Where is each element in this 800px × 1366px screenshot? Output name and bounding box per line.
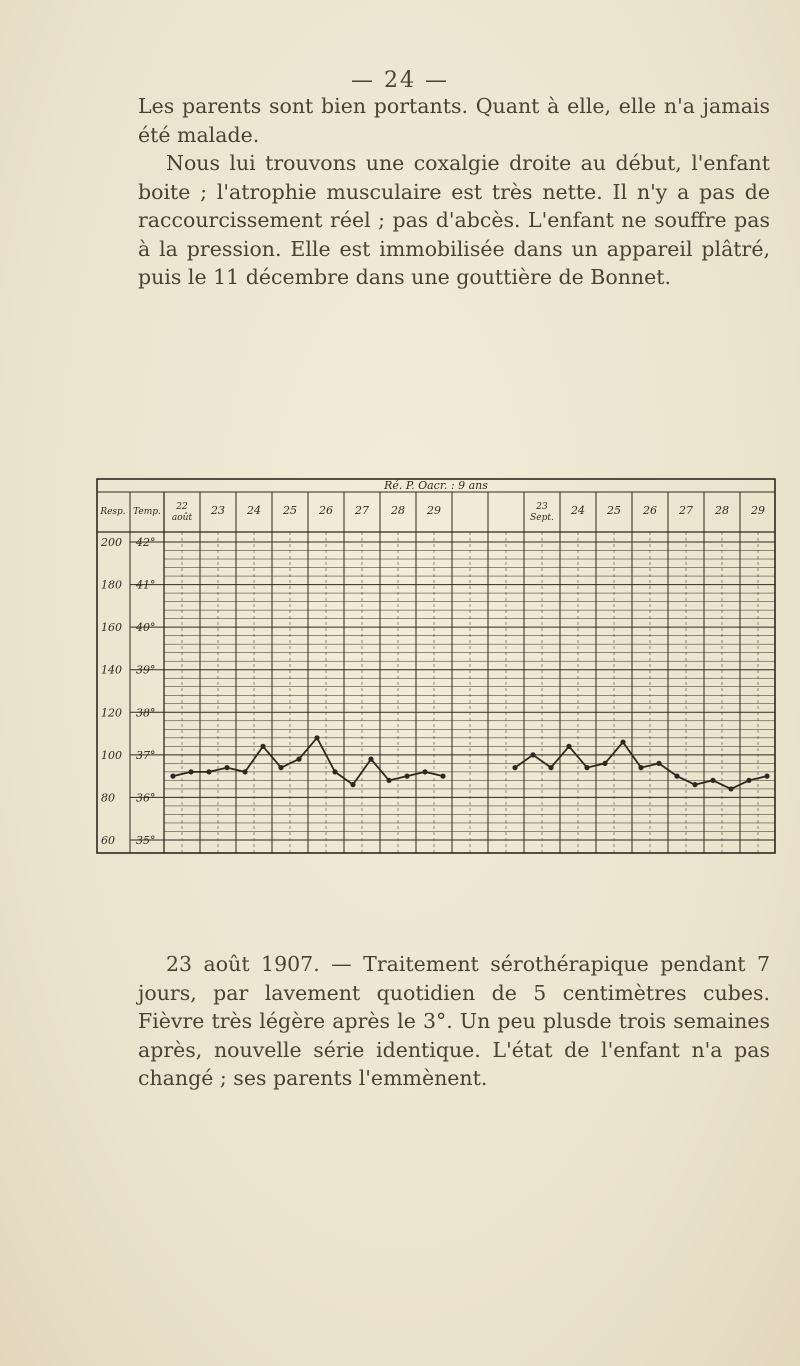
- corner-label-resp: Resp.: [100, 507, 126, 517]
- temp-tick-label: 37°: [136, 748, 156, 762]
- temperature-point: [296, 757, 301, 762]
- temp-tick-label: 42°: [136, 536, 156, 549]
- temp-tick-label: 41°: [136, 578, 156, 592]
- temperature-point: [314, 735, 319, 740]
- temperature-point: [566, 744, 571, 749]
- paragraph-line-2: Nous lui trouvons une coxalgie droite au début, l'enfant boite ; l'atrophie musculaire est très nette. Il n'y a pas de raccourcissement réel ; pas d'abcès. L'enfant ne souffre pas à la pression. Elle est immobilisée dans un appareil plâtré, puis le 11 décembre dans une gouttière de Bonnet.: [138, 151, 770, 289]
- temperature-point: [620, 739, 625, 744]
- temperature-point: [440, 774, 445, 779]
- day-header-label: 28: [391, 504, 405, 517]
- temperature-point: [188, 769, 193, 774]
- temp-tick-label: 36°: [136, 791, 156, 805]
- day-header-label: 24: [247, 504, 261, 517]
- body-text-top: [138, 92, 770, 292]
- day-header-label: 22: [176, 502, 188, 512]
- day-header-label: 24: [571, 504, 585, 517]
- pulse-tick-label: 120: [101, 706, 122, 720]
- temperature-point: [746, 778, 751, 783]
- chart-svg: [96, 478, 776, 854]
- pulse-tick-label: 200: [101, 536, 122, 549]
- pulse-tick-label: 60: [101, 834, 115, 847]
- corner-label-temp: Temp.: [133, 507, 161, 517]
- temperature-point: [242, 769, 247, 774]
- temperature-point: [350, 782, 355, 787]
- day-header-label: 29: [427, 504, 441, 517]
- paragraph-line-3: 23 août 1907. — Traitement sérothérapique pendant 7 jours, par lavement quotidien de 5 centimètres cubes. Fièvre très légère après le 3°. Un peu plusde trois semaines après, nouvelle série identique. L'état de l'enfant n'a pas changé ; ses parents l'emmènent.: [138, 952, 770, 1090]
- chart-title: Ré. P. Oacr. : 9 ans: [384, 479, 488, 492]
- body-text-bottom: [138, 950, 770, 1093]
- temperature-point: [368, 757, 373, 762]
- day-header-label: 25: [283, 504, 297, 517]
- temperature-point: [170, 774, 175, 779]
- temperature-point: [404, 774, 409, 779]
- day-header-label: 23: [536, 502, 548, 512]
- temperature-chart: [96, 478, 776, 854]
- temperature-point: [260, 744, 265, 749]
- temperature-point: [692, 782, 697, 787]
- chart-grid: [97, 479, 775, 853]
- temperature-point: [602, 761, 607, 766]
- paragraph-line-1: Les parents sont bien portants. Quant à elle, elle n'a jamais été malade.: [138, 94, 770, 147]
- pulse-tick-label: 80: [101, 791, 115, 805]
- day-header-label: 27: [355, 504, 369, 517]
- temperature-point: [530, 752, 535, 757]
- temperature-point: [422, 769, 427, 774]
- chart-frame: [97, 479, 775, 853]
- pulse-tick-label: 180: [101, 578, 122, 592]
- temperature-point: [656, 761, 661, 766]
- temperature-point: [710, 778, 715, 783]
- temperature-point: [584, 765, 589, 770]
- pulse-tick-label: 100: [101, 748, 122, 762]
- pulse-tick-label: 160: [101, 621, 122, 635]
- temp-tick-label: 38°: [136, 706, 156, 720]
- page-number: — 24 —: [351, 68, 449, 93]
- day-header-label: août: [171, 513, 193, 523]
- temperature-point: [512, 765, 517, 770]
- temp-tick-label: 35°: [136, 834, 156, 847]
- day-header-label: 26: [319, 504, 333, 517]
- temperature-point: [674, 774, 679, 779]
- temperature-point: [332, 769, 337, 774]
- temperature-point: [386, 778, 391, 783]
- temperature-point: [638, 765, 643, 770]
- temp-tick-label: 39°: [136, 663, 156, 677]
- day-header-label: Sept.: [530, 513, 554, 523]
- day-header-label: 27: [679, 504, 693, 517]
- day-header-label: 28: [715, 504, 729, 517]
- day-header-label: 26: [643, 504, 657, 517]
- temperature-point: [206, 769, 211, 774]
- chart-labels: [99, 479, 765, 847]
- temperature-point: [548, 765, 553, 770]
- temperature-point: [278, 765, 283, 770]
- day-header-label: 23: [211, 504, 225, 517]
- day-header-label: 29: [751, 504, 765, 517]
- temp-tick-label: 40°: [136, 621, 156, 635]
- day-header-label: 25: [607, 504, 621, 517]
- temperature-point: [728, 786, 733, 791]
- pulse-tick-label: 140: [101, 663, 122, 677]
- temperature-point: [764, 774, 769, 779]
- temperature-point: [224, 765, 229, 770]
